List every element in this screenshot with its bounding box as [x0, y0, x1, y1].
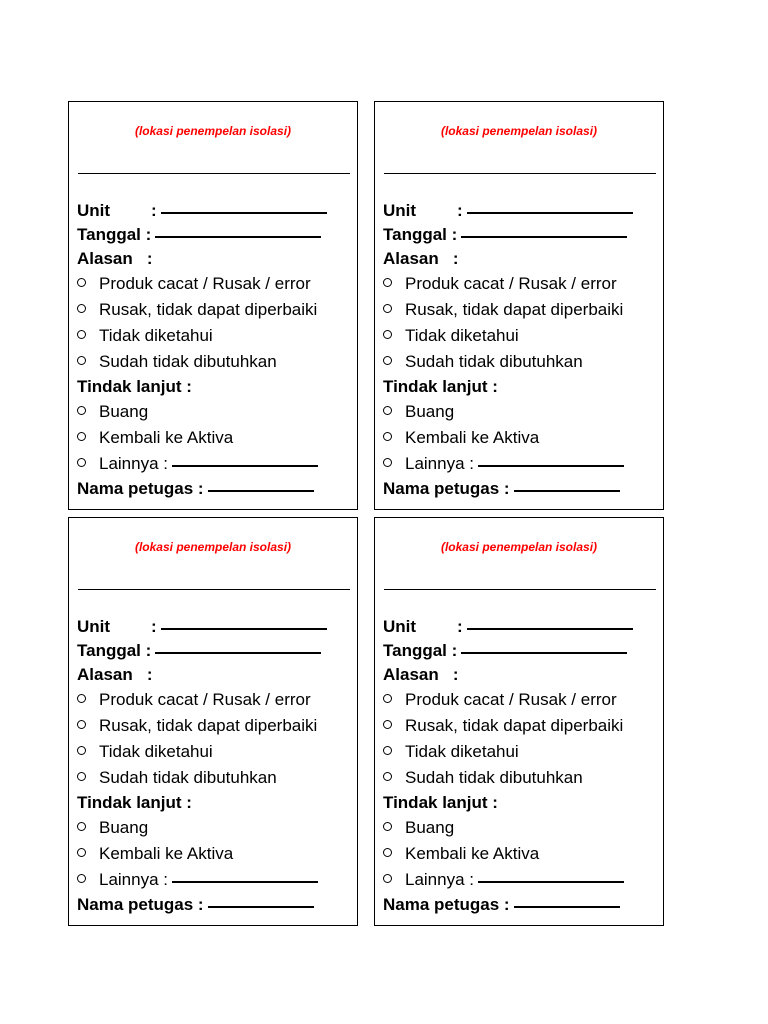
circle-bullet-icon [383, 687, 405, 713]
unit-row [77, 615, 351, 639]
tanggal-label: Tanggal : [77, 641, 152, 660]
alasan-label: Alasan : [383, 665, 459, 684]
circle-bullet-icon [77, 399, 99, 425]
unit-colon: : [151, 201, 157, 220]
tindak-row [383, 375, 657, 399]
option-label: Rusak, tidak dapat diperbaiki [405, 716, 624, 735]
petugas-row [77, 477, 351, 501]
circle-bullet-icon [77, 815, 99, 841]
label-card-4 [374, 517, 664, 926]
petugas-row [383, 477, 657, 501]
tindak-option [77, 399, 351, 425]
alasan-row [383, 663, 657, 687]
tanggal-row [383, 223, 657, 247]
unit-label: Unit [383, 201, 417, 220]
unit-colon: : [457, 201, 463, 220]
petugas-blank [208, 488, 314, 492]
tindak-option [77, 451, 351, 477]
petugas-label: Nama petugas : [383, 895, 510, 914]
tindak-option [383, 399, 657, 425]
alasan-option [77, 765, 351, 791]
option-label: Rusak, tidak dapat diperbaiki [99, 300, 318, 319]
circle-bullet-icon [383, 323, 405, 349]
alasan-option [77, 297, 351, 323]
tindak-row [77, 375, 351, 399]
tindak-label: Tindak lanjut : [383, 793, 498, 812]
unit-label: Unit [77, 201, 111, 220]
tindak-option [77, 425, 351, 451]
option-label: Lainnya : [405, 454, 474, 473]
circle-bullet-icon [77, 765, 99, 791]
alasan-label: Alasan : [77, 665, 153, 684]
unit-colon: : [457, 617, 463, 636]
lainnya-blank [172, 879, 318, 883]
circle-bullet-icon [383, 713, 405, 739]
option-label: Rusak, tidak dapat diperbaiki [405, 300, 624, 319]
unit-row [383, 199, 657, 223]
unit-blank [467, 626, 633, 630]
alasan-option [383, 713, 657, 739]
alasan-option [77, 687, 351, 713]
tanggal-row [77, 639, 351, 663]
tindak-label: Tindak lanjut : [383, 377, 498, 396]
option-label: Lainnya : [99, 870, 168, 889]
petugas-label: Nama petugas : [77, 895, 204, 914]
unit-blank [161, 210, 327, 214]
card-body [383, 199, 657, 501]
petugas-label: Nama petugas : [77, 479, 204, 498]
option-label: Tidak diketahui [99, 326, 213, 345]
option-label: Lainnya : [405, 870, 474, 889]
tanggal-label: Tanggal : [383, 225, 458, 244]
card-body [77, 199, 351, 501]
circle-bullet-icon [77, 713, 99, 739]
alasan-option [77, 323, 351, 349]
tanggal-blank [461, 234, 627, 238]
circle-bullet-icon [77, 323, 99, 349]
circle-bullet-icon [383, 739, 405, 765]
option-label: Sudah tidak dibutuhkan [405, 768, 583, 787]
lainnya-blank [478, 879, 624, 883]
alasan-option [77, 739, 351, 765]
circle-bullet-icon [77, 297, 99, 323]
tindak-row [383, 791, 657, 815]
petugas-row [77, 893, 351, 917]
circle-bullet-icon [383, 399, 405, 425]
option-label: Sudah tidak dibutuhkan [99, 768, 277, 787]
tanggal-blank [155, 234, 321, 238]
circle-bullet-icon [77, 841, 99, 867]
circle-bullet-icon [383, 841, 405, 867]
circle-bullet-icon [77, 451, 99, 477]
sticker-location-note: (lokasi penempelan isolasi) [440, 124, 598, 138]
label-card-1 [68, 101, 358, 510]
circle-bullet-icon [77, 349, 99, 375]
petugas-row [383, 893, 657, 917]
option-label: Tidak diketahui [405, 326, 519, 345]
circle-bullet-icon [383, 867, 405, 893]
circle-bullet-icon [383, 425, 405, 451]
tindak-label: Tindak lanjut : [77, 793, 192, 812]
option-label: Kembali ke Aktiva [99, 428, 234, 447]
option-label: Kembali ke Aktiva [99, 844, 234, 863]
alasan-option [77, 713, 351, 739]
tindak-option [77, 815, 351, 841]
tindak-option [383, 841, 657, 867]
option-label: Produk cacat / Rusak / error [99, 690, 311, 709]
petugas-blank [514, 488, 620, 492]
tanggal-label: Tanggal : [383, 641, 458, 660]
option-label: Produk cacat / Rusak / error [99, 274, 311, 293]
option-label: Produk cacat / Rusak / error [405, 274, 617, 293]
card-body [383, 615, 657, 917]
alasan-label: Alasan : [383, 249, 459, 268]
tanggal-row [77, 223, 351, 247]
alasan-option [77, 349, 351, 375]
tindak-option [383, 425, 657, 451]
option-label: Tidak diketahui [405, 742, 519, 761]
tindak-option [383, 815, 657, 841]
alasan-option [383, 349, 657, 375]
sticker-line [384, 173, 656, 174]
alasan-option [383, 687, 657, 713]
tanggal-blank [461, 650, 627, 654]
unit-row [77, 199, 351, 223]
tindak-option [77, 867, 351, 893]
tindak-option [383, 867, 657, 893]
unit-row [383, 615, 657, 639]
option-label: Buang [99, 402, 149, 421]
lainnya-blank [172, 463, 318, 467]
option-label: Sudah tidak dibutuhkan [405, 352, 583, 371]
option-label: Buang [99, 818, 149, 837]
option-label: Buang [405, 402, 455, 421]
circle-bullet-icon [383, 451, 405, 477]
circle-bullet-icon [383, 271, 405, 297]
circle-bullet-icon [77, 425, 99, 451]
circle-bullet-icon [383, 815, 405, 841]
tindak-label: Tindak lanjut : [77, 377, 192, 396]
lainnya-blank [478, 463, 624, 467]
tindak-option [77, 841, 351, 867]
option-label: Tidak diketahui [99, 742, 213, 761]
alasan-row [77, 247, 351, 271]
option-label: Sudah tidak dibutuhkan [99, 352, 277, 371]
unit-blank [467, 210, 633, 214]
alasan-option [383, 323, 657, 349]
option-label: Rusak, tidak dapat diperbaiki [99, 716, 318, 735]
tanggal-blank [155, 650, 321, 654]
tanggal-row [383, 639, 657, 663]
card-body [77, 615, 351, 917]
sticker-line [78, 173, 350, 174]
sticker-location-note: (lokasi penempelan isolasi) [134, 540, 292, 554]
alasan-option [383, 271, 657, 297]
petugas-blank [514, 904, 620, 908]
option-label: Kembali ke Aktiva [405, 844, 540, 863]
tindak-row [77, 791, 351, 815]
circle-bullet-icon [383, 765, 405, 791]
sticker-location-note: (lokasi penempelan isolasi) [134, 124, 292, 138]
circle-bullet-icon [77, 867, 99, 893]
alasan-option [77, 271, 351, 297]
circle-bullet-icon [77, 271, 99, 297]
unit-colon: : [151, 617, 157, 636]
alasan-option [383, 765, 657, 791]
tanggal-label: Tanggal : [77, 225, 152, 244]
circle-bullet-icon [77, 687, 99, 713]
unit-blank [161, 626, 327, 630]
tindak-option [383, 451, 657, 477]
sticker-line [78, 589, 350, 590]
sticker-line [384, 589, 656, 590]
label-card-2 [374, 101, 664, 510]
alasan-row [383, 247, 657, 271]
unit-label: Unit [383, 617, 417, 636]
option-label: Produk cacat / Rusak / error [405, 690, 617, 709]
sticker-location-note: (lokasi penempelan isolasi) [440, 540, 598, 554]
circle-bullet-icon [77, 739, 99, 765]
circle-bullet-icon [383, 297, 405, 323]
alasan-label: Alasan : [77, 249, 153, 268]
option-label: Buang [405, 818, 455, 837]
alasan-option [383, 739, 657, 765]
alasan-option [383, 297, 657, 323]
option-label: Kembali ke Aktiva [405, 428, 540, 447]
unit-label: Unit [77, 617, 111, 636]
petugas-label: Nama petugas : [383, 479, 510, 498]
petugas-blank [208, 904, 314, 908]
alasan-row [77, 663, 351, 687]
option-label: Lainnya : [99, 454, 168, 473]
circle-bullet-icon [383, 349, 405, 375]
label-card-3 [68, 517, 358, 926]
